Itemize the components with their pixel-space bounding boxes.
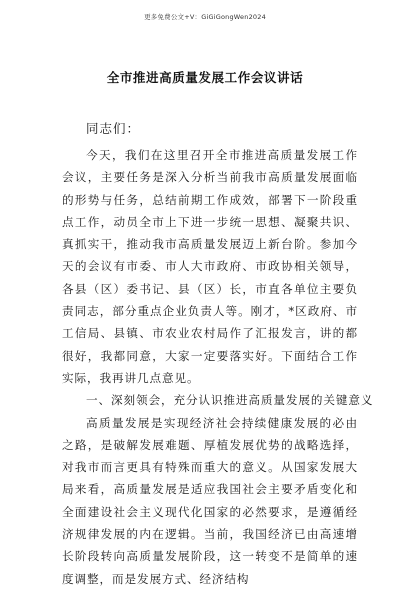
document-body [62, 118, 374, 590]
document-title: 全市推进高质量发展工作会议讲话 [106, 70, 304, 85]
section-paragraph: 高质量发展是实现经济社会持续健康发展的必由之路，是破解发展难题、厚植发展优势的战略选择，对我市而言更具有特殊而重大的意义。从国家发展大局来看，高质量发展是适应我国社会主要矛盾变化和全面建设社会主义现代化国家的必然要求，是遵循经济规律发展的内在逻辑。当前，我国经济已由高速增长阶段转向高质量发展阶段，这一转变不是简单的速度调整，而是发展方式、经济结构 [62, 415, 358, 586]
section-heading: 一、深刻领会，充分认识推进高质量发展的关键意义 [86, 393, 374, 408]
intro-paragraph: 今天，我们在这里召开全市推进高质量发展工作会议，主要任务是深入分析当前我市高质量发展面临的形势与任务，总结前期工作成效，部署下一阶段重点工作，动员全市上下进一步统一思想、凝聚共识、真抓实干，推动我市高质量发展迈上新台阶。参加今天的会议有市委、市人大市政府、市政协相关领导，各县（区）委书记、县（区）长，市直各单位主要负责同志，部分重点企业负责人等。刚才，*区政府、市工信局、县镇、市农业农村局作了汇报发言，讲的都很好，我都同意，大家一定要落实好。下面结合工作实际，我再讲几点意见。 [62, 148, 358, 385]
header-note: 更多免费公文+V：GiGiGongWen2024 [144, 13, 266, 21]
salutation: 同志们： [86, 121, 141, 136]
